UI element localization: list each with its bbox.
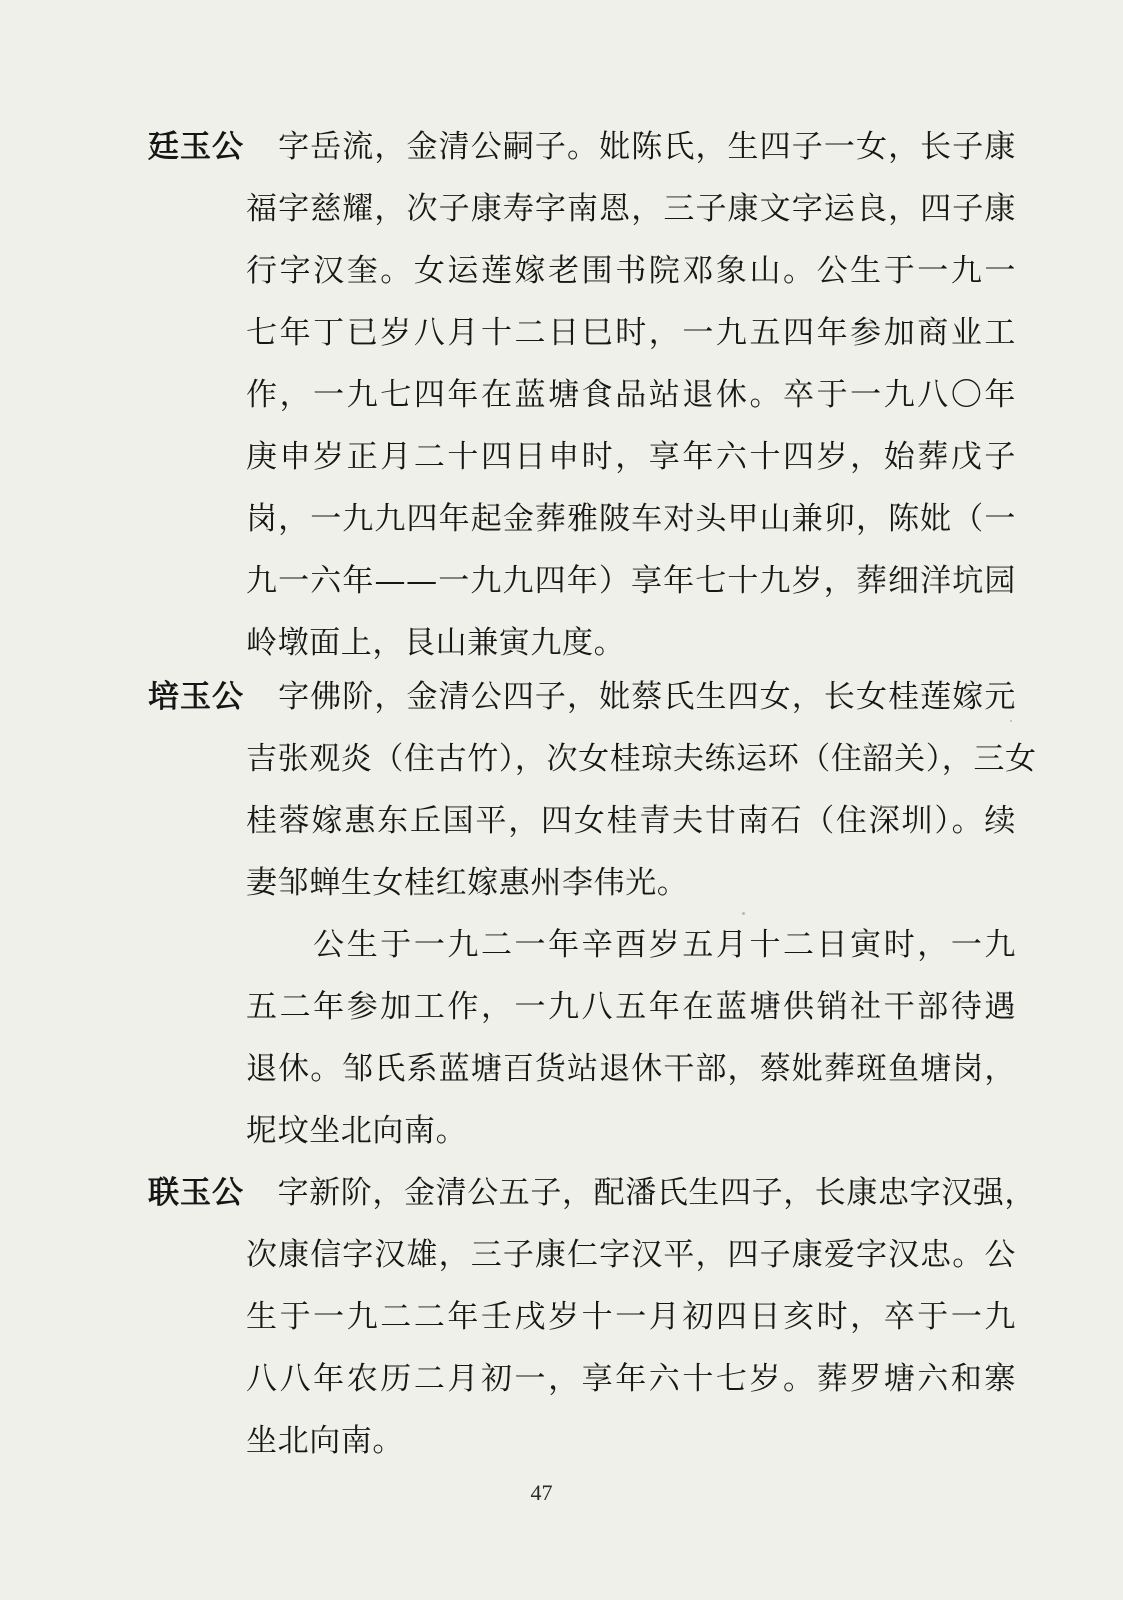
- entry-text: [246, 1162, 1036, 1224]
- text-line: 作，一九七四年在蓝塘食品站退休。卒于一九八〇年: [246, 377, 1016, 413]
- text-line: 七年丁已岁八月十二日巳时，一九五四年参加商业工: [246, 315, 1016, 351]
- text-line: 坭坟坐北向南。: [246, 1113, 468, 1149]
- text-line: 字新阶，金清公五子，配潘氏生四子，长康忠字汉强，: [246, 1175, 1036, 1211]
- entry-text-continued: [246, 1224, 1016, 1472]
- text-line: 公生于一九二一年辛酉岁五月十二日寅时，一九: [246, 927, 1016, 963]
- text-line: 桂蓉嫁惠东丘国平，四女桂青夫甘南石（住深圳）。续: [246, 803, 1016, 839]
- text-line: 五二年参加工作，一九八五年在蓝塘供销社干部待遇: [246, 989, 1016, 1025]
- entry-text-continued: [246, 728, 1037, 1162]
- text-line: 庚申岁正月二十四日申时，享年六十四岁，始葬戊子: [246, 439, 1016, 475]
- text-line: 退休。邹氏系蓝塘百货站退休干部，蔡妣葬斑鱼塘岗，: [246, 1051, 1016, 1087]
- text-line: 字岳流，金清公嗣子。妣陈氏，生四子一女，长子康: [246, 129, 1016, 165]
- text-line: 生于一九二二年壬戌岁十一月初四日亥时，卒于一九: [246, 1299, 1016, 1335]
- text-line: 坐北向南。: [246, 1423, 404, 1459]
- entry-name: 培玉公: [148, 679, 244, 715]
- text-line: 字佛阶，金清公四子，妣蔡氏生四女，长女桂莲嫁元: [246, 679, 1016, 715]
- entry-text-continued: [246, 178, 1016, 674]
- entry-text: [246, 116, 1016, 178]
- text-line: 妻邹蝉生女桂红嫁惠州李伟光。: [246, 865, 689, 901]
- text-line: 次康信字汉雄，三子康仁字汉平，四子康爱字汉忠。公: [246, 1237, 1016, 1273]
- text-line: 福字慈耀，次子康寿字南恩，三子康文字运良，四子康: [246, 191, 1016, 227]
- entry-name: 联玉公: [148, 1175, 244, 1211]
- entry-text: [246, 666, 1016, 728]
- text-line: 岗，一九九四年起金葬雅陂车对头甲山兼卯，陈妣（一: [246, 501, 1016, 537]
- text-line: 吉张观炎（住古竹），次女桂琼夫练运环（住韶关），三女: [246, 741, 1037, 777]
- text-line: 八八年农历二月初一，享年六十七岁。葬罗塘六和寨: [246, 1361, 1016, 1397]
- page-number: 47: [530, 1480, 553, 1505]
- text-line: 行字汉奎。女运莲嫁老围书院邓象山。公生于一九一: [246, 253, 1016, 289]
- text-line: 九一六年——一九九四年）享年七十九岁，葬细洋坑园: [246, 563, 1016, 599]
- entry-name: 廷玉公: [148, 129, 244, 165]
- text-line: 岭墩面上，艮山兼寅九度。: [246, 625, 626, 661]
